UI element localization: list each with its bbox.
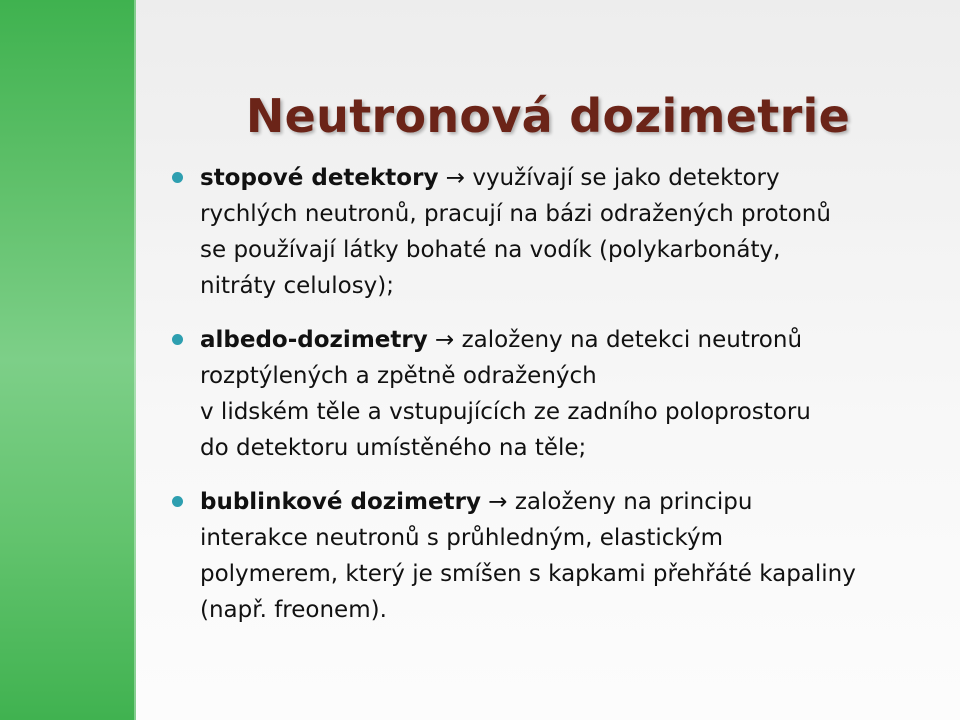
bullet-term: stopové detektory <box>200 165 439 191</box>
bullet-first-line <box>200 484 932 520</box>
bullet-text: polymerem, který je smíšen s kapkami přehřáté kapaliny <box>200 561 856 587</box>
left-accent-bar <box>0 0 136 720</box>
bullet-first-line <box>200 160 932 196</box>
bullet-item <box>172 322 932 466</box>
bullet-icon <box>172 172 183 183</box>
bullet-item <box>172 484 932 628</box>
bullet-text: → založeny na detekci neutronů <box>427 327 803 353</box>
bullet-text: → založeny na principu <box>480 489 753 515</box>
slide-title: Neutronová dozimetrie <box>245 88 851 143</box>
bullet-text: nitráty celulosy); <box>200 273 395 299</box>
bullet-text: rozptýlených a zpětně odražených <box>200 363 597 389</box>
bullet-icon <box>172 496 183 507</box>
bullet-text: se používají látky bohaté na vodík (polykarbonáty, <box>200 237 781 263</box>
bullet-text: v lidském těle a vstupujících ze zadního poloprostoru <box>200 399 811 425</box>
bullet-list <box>172 160 932 646</box>
bullet-item <box>172 160 932 304</box>
bullet-text: do detektoru umístěného na těle; <box>200 435 587 461</box>
bullet-icon <box>172 334 183 345</box>
bullet-text: rychlých neutronů, pracují na bázi odražených protonů <box>200 201 831 227</box>
bullet-text: interakce neutronů s průhledným, elastickým <box>200 525 723 551</box>
bullet-term: bublinkové dozimetry <box>200 489 481 515</box>
bullet-text: → využívají se jako detektory <box>438 165 780 191</box>
bullet-term: albedo-dozimetry <box>200 327 428 353</box>
bullet-first-line <box>200 322 932 358</box>
bullet-text: (např. freonem). <box>200 597 387 623</box>
